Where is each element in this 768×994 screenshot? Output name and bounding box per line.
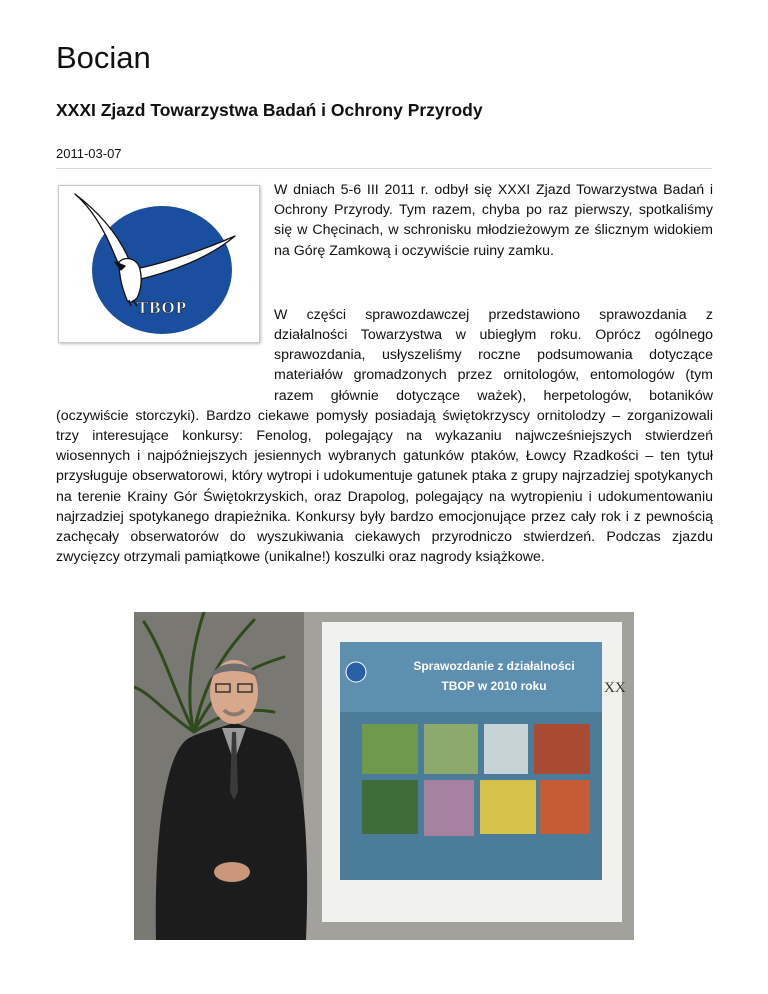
event-photo [134, 612, 634, 940]
wall-text: XX [604, 680, 626, 696]
paragraph-1: W dniach 5-6 III 2011 r. odbył się XXXI Zjazd Towarzystwa Badań i Ochrony Przyrody. Tym razem, chyba po raz pierwszy, spotkaliśmy się w Chęcinach, w schronisku młodzieżowym ze ślicznym widokiem na Górę Zamkową i oczywiście ruiny zamku. [274, 182, 713, 259]
paragraph-2: W części sprawozdawczej przedstawiono sprawozdania z działalności Towarzystwa w ubiegłym roku. Oprócz ogólnego sprawozdania, usłyszeliśmy roczne podsumowania dotyczące materiałów gromadzonych przez ornitologów, entomologów (tym razem głównie dotyczące ważek), herpetologów, botaników (oczywiście storczyki). Bardzo ciekawe pomysły posiadają świętokrzyscy ornitolodzy – zorganizowali trzy interesujące konkursy: Fenolog, polegający na wykazaniu najwcześniejszych stwierdzeń wiosennych i najpóźniejszych jesiennych wybranych gatunków ptaków, Łowcy Rzadkości – ten tytuł przysługuje obserwatorowi, który wytropi i udokumentuje gatunek ptaka z grupy najrzadziej spotykanych na terenie Krainy Gór Świętokrzyskich, oraz Drapolog, polegający na wytropieniu i udokumentowaniu najrzadziej spotykanego drapieżnika. Konkursy były bardzo emocjonujące przez cały rok i z pewnością zachęcały obserwatorów do wyszukiwania ciekawych przyrodniczo stwierdzeń. Podczas zjazdu zwycięzcy otrzymali pamiątkowe (unikalne!) koszulki oraz nagrody książkowe. [56, 306, 713, 566]
article-body [56, 180, 713, 567]
slide-title-line1: Sprawozdanie z działalności [413, 659, 575, 673]
article-date: 2011-03-07 [56, 146, 122, 161]
divider [56, 168, 712, 169]
slide-title-line2: TBOP w 2010 roku [441, 679, 547, 693]
article-title: XXXI Zjazd Towarzystwa Badań i Ochrony Przyrody [56, 100, 483, 120]
site-title: Bocian [56, 40, 151, 75]
logo-text: TBOP [136, 298, 188, 317]
